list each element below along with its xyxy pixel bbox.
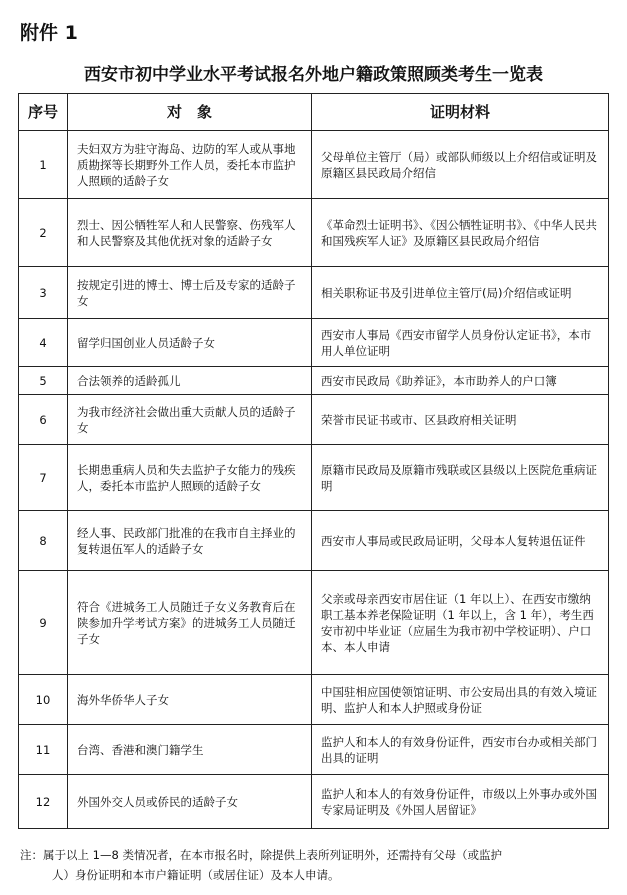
table-row: [19, 511, 609, 571]
row-object: 为我市经济社会做出重大贡献人员的适龄子女: [68, 395, 312, 445]
row-object: 外国外交人员或侨民的适龄子女: [68, 775, 312, 829]
header-num: 序号: [19, 94, 68, 131]
table-row: [19, 725, 609, 775]
row-material: 父亲或母亲西安市居住证（1 年以上）、在西安市缴纳职工基本养老保险证明（1 年以上，含 1 年），考生西安市初中毕业证（应届生为我市初中学校证明）、户口本、本人申请: [312, 571, 609, 675]
table-header-row: [19, 94, 609, 131]
row-num: 9: [19, 571, 68, 675]
table-row: [19, 445, 609, 511]
table-row: [19, 367, 609, 395]
row-object: 留学归国创业人员适龄子女: [68, 319, 312, 367]
row-num: 12: [19, 775, 68, 829]
row-material: 中国驻相应国使领馆证明、市公安局出具的有效入境证明、监护人和本人护照或身份证: [312, 675, 609, 725]
row-num: 5: [19, 367, 68, 395]
row-num: 11: [19, 725, 68, 775]
table-row: [19, 131, 609, 199]
row-object: 合法领养的适龄孤儿: [68, 367, 312, 395]
row-num: 8: [19, 511, 68, 571]
row-material: 《革命烈士证明书》、《因公牺牲证明书》、《中华人民共和国残疾军人证》及原籍区县民政局介绍信: [312, 199, 609, 267]
table-row: [19, 571, 609, 675]
row-num: 6: [19, 395, 68, 445]
row-object: 台湾、香港和澳门籍学生: [68, 725, 312, 775]
row-material: 监护人和本人的有效身份证件，市级以上外事办或外国专家局证明及《外国人居留证》: [312, 775, 609, 829]
row-num: 10: [19, 675, 68, 725]
row-material: 西安市人事局或民政局证明，父母本人复转退伍证件: [312, 511, 609, 571]
row-material: 相关职称证书及引进单位主管厅(局)介绍信或证明: [312, 267, 609, 319]
footnote-line-1: 注：属于以上 1—8 类情况者，在本市报名时，除提供上表所列证明外，还需持有父母（或监护: [20, 848, 502, 862]
row-material: 西安市人事局《西安市留学人员身份认定证书》，本市用人单位证明: [312, 319, 609, 367]
row-object: 烈士、因公牺牲军人和人民警察、伤残军人和人民警察及其他优抚对象的适龄子女: [68, 199, 312, 267]
table-row: [19, 267, 609, 319]
row-object: 经人事、民政部门批准的在我市自主择业的复转退伍军人的适龄子女: [68, 511, 312, 571]
table-row: [19, 319, 609, 367]
page-title: 西安市初中学业水平考试报名外地户籍政策照顾类考生一览表: [84, 65, 543, 85]
attachment-label: 附件 1: [20, 22, 78, 44]
footnote-line-2: 人）身份证明和本市户籍证明（或居住证）及本人申请。: [52, 868, 340, 882]
row-object: 符合《进城务工人员随迁子女义务教育后在陕参加升学考试方案》的进城务工人员随迁子女: [68, 571, 312, 675]
header-object: 对 象: [68, 94, 312, 131]
row-num: 7: [19, 445, 68, 511]
row-material: 监护人和本人的有效身份证件，西安市台办或相关部门出具的证明: [312, 725, 609, 775]
row-object: 夫妇双方为驻守海岛、边防的军人或从事地质勘探等长期野外工作人员，委托本市监护人照顾的适龄子女: [68, 131, 312, 199]
row-object: 按规定引进的博士、博士后及专家的适龄子女: [68, 267, 312, 319]
table-row: [19, 395, 609, 445]
row-num: 4: [19, 319, 68, 367]
row-material: 父母单位主管厅（局）或部队师级以上介绍信或证明及原籍区县民政局介绍信: [312, 131, 609, 199]
row-num: 3: [19, 267, 68, 319]
header-material: 证明材料: [312, 94, 609, 131]
table-row: [19, 775, 609, 829]
row-material: 原籍市民政局及原籍市残联或区县级以上医院危重病证明: [312, 445, 609, 511]
policy-table: [18, 93, 609, 829]
row-object: 长期患重病人员和失去监护子女能力的残疾人，委托本市监护人照顾的适龄子女: [68, 445, 312, 511]
row-num: 1: [19, 131, 68, 199]
footnote: [20, 845, 612, 885]
row-object: 海外华侨华人子女: [68, 675, 312, 725]
table-row: [19, 675, 609, 725]
row-num: 2: [19, 199, 68, 267]
row-material: 西安市民政局《助养证》，本市助养人的户口簿: [312, 367, 609, 395]
table-row: [19, 199, 609, 267]
row-material: 荣誉市民证书或市、区县政府相关证明: [312, 395, 609, 445]
